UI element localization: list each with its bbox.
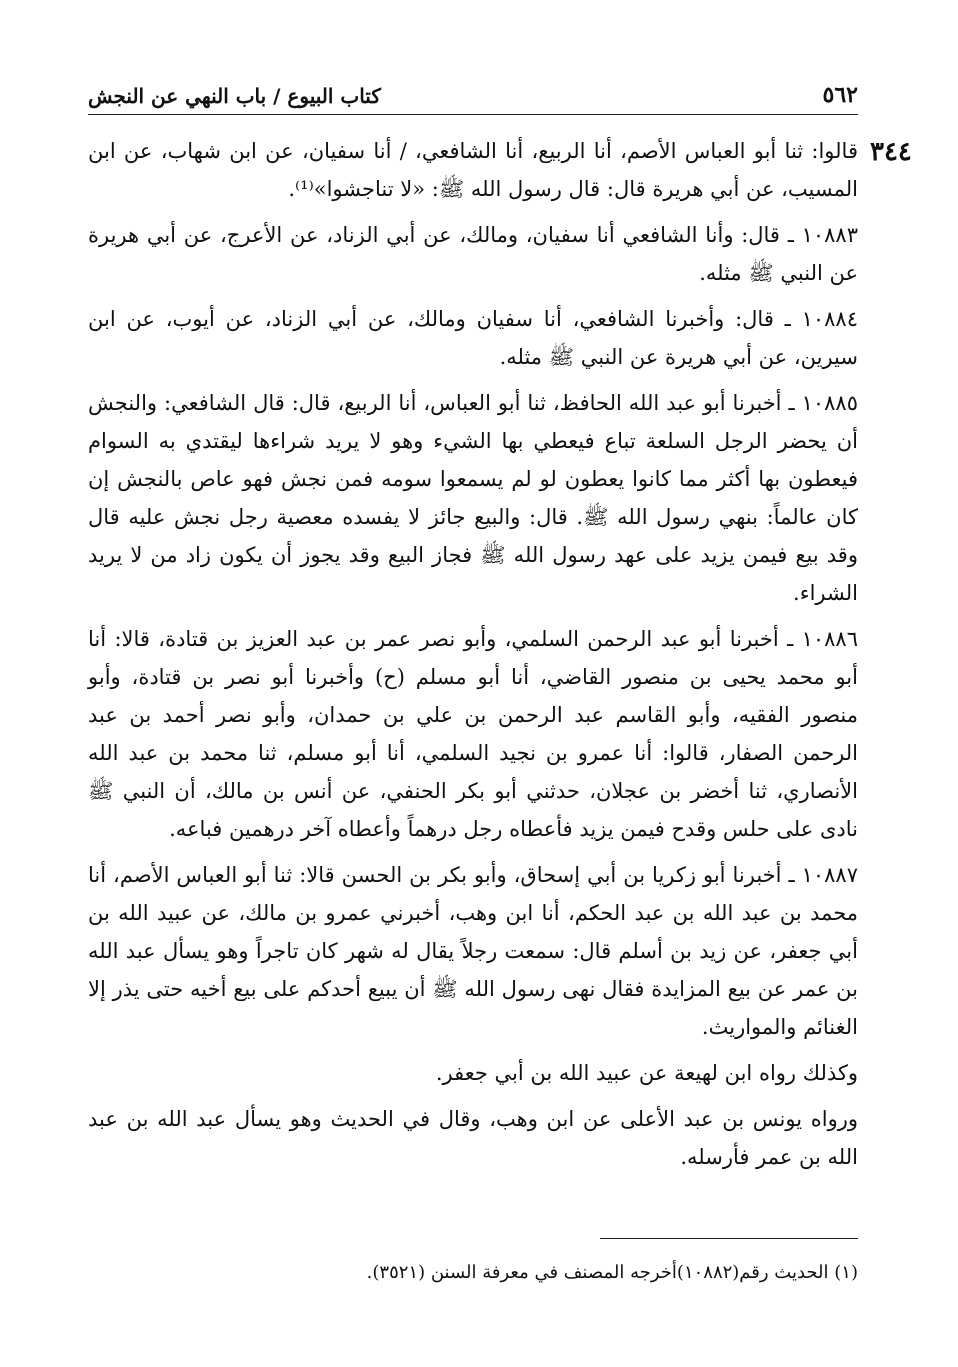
paragraph-10885: ١٠٨٨٥ ـ أخبرنا أبو عبد الله الحافظ، ثنا أبو العباس، أنا الربيع، قال: قال الشافعي: والنجش أن يحضر الرجل السلعة تباع فيعطي بها الشيء وهو لا يريد شراءها ليقتدي به السوام فيعطون بها أكثر مما كانوا يعطون لو لم يسمعوا سومه فمن نجش فهو عاص بالنجش إن كان عالماً: بنهي رسول الله ﷺ. قال: والبيع جائز لا يفسده معصية رجل نجش عليه قال وقد بيع فيمن يزيد على عهد رسول الله ﷺ فجاز البيع وقد يجوز أن يكون زاد من لا يريد الشراء. [88,391,858,605]
page-body [88,132,858,1184]
paragraph-yunus-note: ورواه يونس بن عبد الأعلى عن ابن وهب، وقال في الحديث وهو يسأل عبد الله بن عبد الله بن عمر فأرسله. [88,1107,858,1169]
paragraph-10884: ١٠٨٨٤ ـ قال: وأخبرنا الشافعي، أنا سفيان ومالك، عن أبي الزناد، عن أيوب، عن ابن سيرين، عن أبي هريرة عن النبي ﷺ مثله. [88,307,858,369]
paragraph-ibn-lahia-note: وكذلك رواه ابن لهيعة عن عبيد الله بن أبي جعفر. [435,1061,858,1085]
paragraph-hadith-intro: قالوا: ثنا أبو العباس الأصم، أنا الربيع، أنا الشافعي، / أنا سفيان، عن ابن شهاب، عن ابن المسيب، عن أبي هريرة قال: قال رسول الله ﷺ: «لا تناجشوا»⁽¹⁾. [88,139,858,201]
running-title: كتاب البيوع / باب النهي عن النجش [88,84,387,108]
paragraph-10883: ١٠٨٨٣ ـ قال: وأنا الشافعي أنا سفيان، ومالك، عن أبي الزناد، عن الأعرج، عن أبي هريرة عن النبي ﷺ مثله. [88,223,858,285]
margin-page-reference: ٣٤٤ [870,137,912,167]
footnote-divider [600,1238,858,1239]
paragraph-10886: ١٠٨٨٦ ـ أخبرنا أبو عبد الرحمن السلمي، وأبو نصر عمر بن عبد العزيز بن قتادة، قالا: أنا أبو محمد يحيى بن منصور القاضي، أنا أبو مسلم (ح) وأخبرنا أبو نصر بن قتادة، وأبو منصور الفقيه، وأبو القاسم عبد الرحمن بن علي بن حمدان، وأبو نصر أحمد بن عبد الرحمن الصفار، قالوا: أنا عمرو بن نجيد السلمي، أنا أبو مسلم، ثنا محمد بن عبد الله الأنصاري، ثنا أخضر بن عجلان، حدثني أبو بكر الحنفي، عن أنس بن مالك، أن النبي ﷺ نادى على حلس وقدح فيمن يزيد فأعطاه رجل درهماً وأعطاه آخر درهمين فباعه. [88,627,858,841]
page-number: ٥٦٢ [815,82,858,108]
footnote: (١) الحديث رقم(١٠٨٨٢)أخرجه المصنف في معرفة السنن (٣٥٢١). [366,1262,858,1283]
paragraph-10887: ١٠٨٨٧ ـ أخبرنا أبو زكريا بن أبي إسحاق، وأبو بكر بن الحسن قالا: ثنا أبو العباس الأصم، أنا محمد بن عبد الله بن عبد الحكم، أنا ابن وهب، أخبرني عمرو بن مالك، عن عبيد الله بن أبي جعفر، عن زيد بن أسلم قال: سمعت رجلاً يقال له شهر كان تاجراً وهو يسأل عبد الله بن عمر عن بيع المزايدة فقال نهى رسول الله ﷺ أن يبيع أحدكم على بيع أخيه حتى يذر إلا الغنائم والمواريث. [88,863,858,1039]
page-header [88,80,858,115]
